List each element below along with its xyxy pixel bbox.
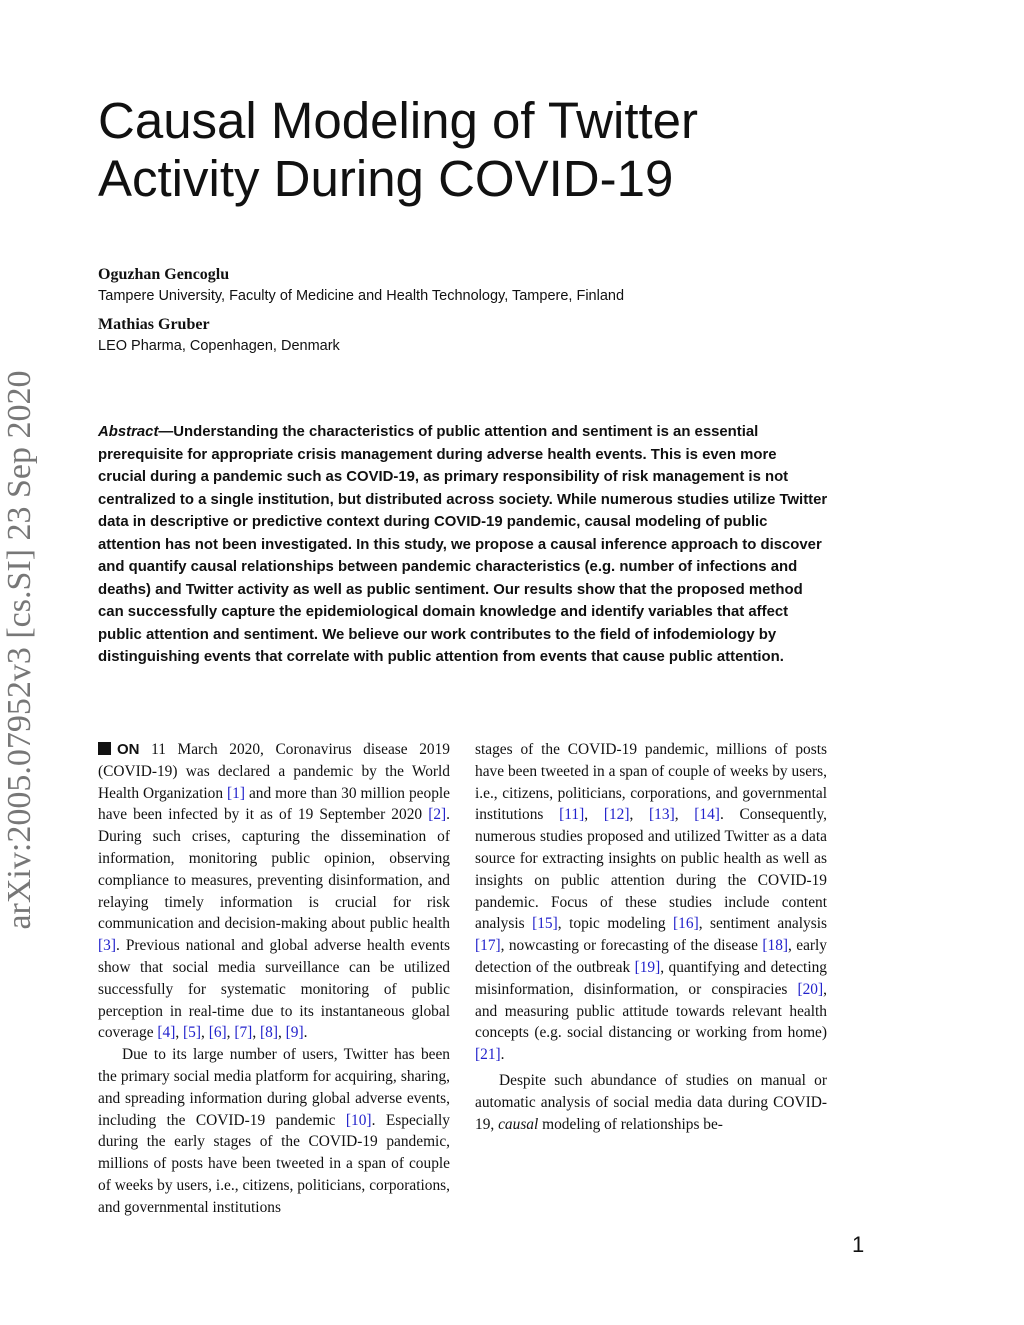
arxiv-identifier: arXiv:2005.07952v3 [cs.SI] 23 Sep 2020 [1, 370, 38, 930]
body-column-left [98, 739, 450, 1219]
body-text: stages of the COVID-19 pandemic, millions of posts have been tweeted in a span of couple of weeks by users, i.e., citizens, politicians, corporations, and governmental institutions [475, 741, 827, 824]
author-affiliation: Tampere University, Faculty of Medicine and Health Technology, Tampere, Finland [98, 288, 625, 304]
body-paragraph [98, 739, 450, 1044]
citation-link[interactable]: [13] [649, 806, 675, 824]
citation-link[interactable]: [10] [345, 1111, 372, 1129]
body-text: , quantifying and detecting misinformation, disinformation, or conspiracies [475, 958, 827, 998]
body-text: , [252, 1024, 261, 1042]
citation-link[interactable]: [5] [183, 1024, 201, 1042]
body-text: , early detection of the outbreak [475, 937, 827, 976]
body-text: . [500, 1046, 505, 1064]
citation-link[interactable]: [7] [234, 1024, 253, 1042]
body-text: . Previous national and global adverse health events show that social media surveillance can be utilized successfully for systematic monitoring of public perception in real-time due to its instantaneous global coverage [98, 937, 450, 1042]
body-text: , [674, 806, 695, 824]
author-affiliation: LEO Pharma, Copenhagen, Denmark [98, 338, 340, 354]
citation-link[interactable]: [20] [797, 980, 824, 998]
body-column-right [475, 739, 827, 1135]
body-text: and more than 30 million people have been infected by it as of 19 September 2020 [98, 784, 450, 824]
citation-link[interactable]: [18] [762, 937, 789, 955]
body-text: , [584, 806, 604, 824]
citation-link[interactable]: [15] [532, 915, 558, 933]
body-text: . Especially during the early stages of the COVID-19 pandemic, millions of posts have been tweeted in a span of couple of weeks by users, i.e., citizens, politicians, corporations, and governmental institutions [98, 1111, 450, 1216]
body-text: Despite such abundance of studies on manual or automatic analysis of social media data during COVID-19, [475, 1071, 827, 1133]
body-paragraph [475, 739, 827, 1066]
body-text: Due to its large number of users, Twitter has been the primary social media platform for acquiring, sharing, and spreading information during global adverse events, including the COVID-19 pandemic [98, 1046, 450, 1129]
body-paragraph [98, 1044, 450, 1218]
abstract-dash: — [158, 424, 174, 440]
citation-link[interactable]: [17] [475, 937, 501, 955]
body-text: , [629, 806, 650, 824]
citation-link[interactable]: [6] [208, 1024, 227, 1042]
body-text: , [201, 1024, 209, 1042]
abstract-text: Understanding the characteristics of public attention and sentiment is an essential prerequisite for appropriate crisis management during adverse health events. This is even more crucial during a pandemic such as COVID-19, as primary responsibility of risk management is not centralized to a single institution, but distributed across society. While numerous studies utilize Twitter data in descriptive or predictive context during COVID-19 pandemic, causal modeling of public attention has not been investigated. In this study, we propose a causal inference approach to discover and quantify causal relationships between pandemic characteristics (e.g. number of infections and deaths) and Twitter activity as well as public sentiment. Our results show that the proposed method can successfully capture the epidemiological domain knowledge and identify variables that affect public attention and sentiment. We believe our work contributes to the field of infodemiology by distinguishing events that correlate with public attention from events that cause public attention. [98, 424, 828, 665]
body-text: 11 March 2020, Coronavirus disease 2019 (COVID-19) was declared a pandemic by the World Health Organization [98, 741, 450, 802]
citation-link[interactable]: [14] [694, 806, 720, 824]
body-text: . [303, 1024, 308, 1042]
citation-link[interactable]: [4] [157, 1024, 176, 1042]
body-text: , [175, 1024, 184, 1042]
emphasis-text: causal [498, 1115, 539, 1133]
citation-link[interactable]: [21] [475, 1046, 501, 1064]
body-text: , and measuring public attitude towards relevant health concepts (e.g. social distancing or working from home) [475, 980, 827, 1042]
body-text: modeling of relationships be- [538, 1115, 723, 1133]
citation-link[interactable]: [11] [559, 806, 585, 824]
body-text: , sentiment analysis [698, 915, 827, 933]
body-text: . Consequently, numerous studies proposed and utilized Twitter as a data source for extracting insights on public health as well as insights on public attention during the COVID-19 pandemic. Focus of these studies include content analysis [475, 806, 827, 933]
citation-link[interactable]: [2] [428, 806, 447, 824]
drop-cap: O [117, 741, 129, 758]
body-text: , nowcasting or forecasting of the disease [500, 937, 763, 955]
body-paragraph [475, 1070, 827, 1135]
page-number: 1 [852, 1232, 865, 1257]
body-text: . During such crises, capturing the dissemination of information, monitoring public opinion, observing compliance to measures, preventing disinformation, and relaying timely information is crucial for risk communication and decision-making about public health [98, 806, 450, 933]
body-text: , [226, 1024, 235, 1042]
citation-link[interactable]: [9] [285, 1024, 304, 1042]
body-text: , topic modeling [557, 915, 674, 933]
citation-link[interactable]: [8] [260, 1024, 278, 1042]
citation-link[interactable]: [19] [634, 958, 661, 976]
section-marker [98, 742, 111, 755]
body-text: , [277, 1024, 286, 1042]
drop-cap-rest: N [128, 741, 140, 758]
paper-title: Causal Modeling of Twitter Activity During COVID-19 [98, 92, 699, 207]
citation-link[interactable]: [16] [673, 915, 699, 933]
citation-link[interactable]: [12] [603, 806, 630, 824]
author-name: Oguzhan Gencoglu [98, 266, 230, 283]
citation-link[interactable]: [3] [98, 937, 116, 955]
abstract [98, 421, 828, 669]
abstract-label: Abstract [98, 424, 159, 440]
citation-link[interactable]: [1] [227, 784, 245, 802]
author-name: Mathias Gruber [98, 316, 210, 333]
